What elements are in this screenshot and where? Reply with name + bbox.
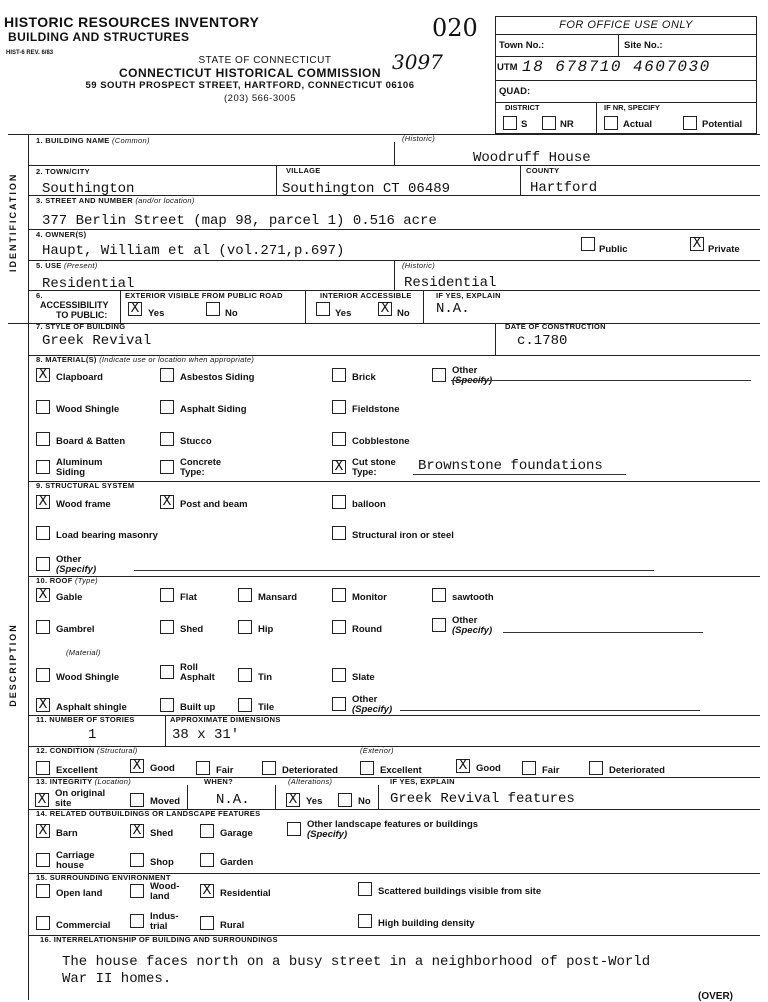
- structure-wood-frame-checkbox[interactable]: X: [36, 495, 50, 509]
- outbuilding-carriage-checkbox[interactable]: [36, 853, 50, 867]
- roof-type-gambrel-label: Gambrel: [56, 624, 95, 635]
- interior-no-label: No: [397, 308, 410, 319]
- material-concrete-label: Concrete Type:: [180, 457, 222, 478]
- private-checkbox[interactable]: X: [690, 237, 704, 251]
- utm-value: 18 678710 4607030: [522, 58, 711, 76]
- county-label: COUNTY: [526, 166, 560, 175]
- material-wood-shingle-checkbox[interactable]: [36, 400, 50, 414]
- use-historic-label: (Historic): [402, 261, 435, 270]
- roof-type-hip-checkbox[interactable]: [238, 620, 252, 634]
- form-title: HISTORIC RESOURCES INVENTORY: [4, 14, 260, 30]
- structural-label: 9. STRUCTURAL SYSTEM: [36, 481, 135, 490]
- roof-type-round-checkbox[interactable]: [332, 620, 346, 634]
- form-number: HIST-6 REV. 6/83: [6, 50, 54, 56]
- roof-material-asphalt-shingle-label: Asphalt shingle: [56, 702, 127, 713]
- environment-rural-checkbox[interactable]: [200, 916, 214, 930]
- street-label: 3. STREET AND NUMBER (and/or location): [36, 196, 195, 205]
- material-aluminum-label: Aluminum Siding: [56, 457, 103, 478]
- public-label: Public: [599, 244, 628, 255]
- over-label: (OVER): [698, 991, 733, 1002]
- roof-type-sawtooth-checkbox[interactable]: [432, 588, 446, 602]
- roof-type-gable-label: Gable: [56, 592, 83, 603]
- roof-material-asphalt-shingle-checkbox[interactable]: X: [36, 698, 50, 712]
- roof-type-monitor-label: Monitor: [352, 592, 387, 603]
- environment-indus-checkbox[interactable]: [130, 914, 144, 928]
- environment-high-building-density-checkbox[interactable]: [358, 914, 372, 928]
- structure-wood-frame-label: Wood frame: [56, 499, 111, 510]
- environment-commercial-checkbox[interactable]: [36, 916, 50, 930]
- outbuilding-barn-checkbox[interactable]: X: [36, 824, 50, 838]
- roof-material-tin-label: Tin: [258, 672, 273, 683]
- district-nr-label: NR: [560, 119, 574, 130]
- handwritten-id: 3097: [392, 50, 443, 74]
- description-side-label: DESCRIPTION: [8, 623, 18, 707]
- use-label: 5. USE (Present): [36, 261, 98, 270]
- commission-name: CONNECTICUT HISTORICAL COMMISSION: [118, 66, 382, 80]
- handwritten-number: 020: [432, 14, 478, 42]
- owner-label: 4. OWNER(S): [36, 230, 87, 239]
- roof-type-shed-checkbox[interactable]: [160, 620, 174, 634]
- building-name-historic-label: (Historic): [402, 134, 435, 143]
- site-label: site: [55, 798, 72, 809]
- village-label: VILLAGE: [286, 166, 321, 175]
- environment-scattered-buildings-visible-from-site-checkbox[interactable]: [358, 882, 372, 896]
- town-value[interactable]: Southington: [42, 181, 135, 197]
- environment-wood-checkbox[interactable]: [130, 884, 144, 898]
- environment-open-land-checkbox[interactable]: [36, 884, 50, 898]
- interrelationship-label: 16. INTERRELATIONSHIP OF BUILDING AND SURROUNDINGS: [40, 935, 278, 944]
- outbuilding-shed-label: Shed: [150, 828, 174, 839]
- condition-good-1-label: Good: [150, 763, 175, 774]
- material-other-checkbox[interactable]: [432, 368, 446, 382]
- condition-fair-2-checkbox[interactable]: [196, 761, 210, 775]
- district-label: DISTRICT: [505, 103, 540, 112]
- identification-side-label: IDENTIFICATION: [8, 172, 18, 272]
- material-stucco-checkbox[interactable]: [160, 432, 174, 446]
- condition-good-1-checkbox[interactable]: X: [130, 759, 144, 773]
- integrity-explain-label: IF YES, EXPLAIN: [390, 777, 455, 786]
- owner-value[interactable]: Haupt, William et al (vol.271,p.697): [42, 243, 345, 259]
- nr-potential-checkbox[interactable]: [683, 116, 697, 130]
- outbuilding-other-landscape-features-or-buildings-checkbox[interactable]: [287, 822, 301, 836]
- alterations-yes-checkbox[interactable]: X: [286, 793, 300, 807]
- material-asbestos-siding-checkbox[interactable]: [160, 368, 174, 382]
- nr-actual-checkbox[interactable]: [604, 116, 618, 130]
- material-fieldstone-label: Fieldstone: [352, 404, 400, 415]
- commission-address: 59 SOUTH PROSPECT STREET, HARTFORD, CONNECTICUT 06106: [85, 80, 415, 91]
- condition-fair-6-checkbox[interactable]: [522, 761, 536, 775]
- condition-excellent-0-checkbox[interactable]: [36, 761, 50, 775]
- material-other-label: Other (Specify): [452, 365, 493, 386]
- interrelationship-line-1[interactable]: The house faces north on a busy street in a neighborhood of post-World: [62, 954, 651, 970]
- environment-scattered-buildings-visible-from-site-label: Scattered buildings visible from site: [378, 886, 542, 897]
- outbuilding-shed-checkbox[interactable]: X: [130, 824, 144, 838]
- town-no-label: Town No.:: [499, 40, 545, 51]
- structure-balloon-checkbox[interactable]: [332, 495, 346, 509]
- integrity-label: 13. INTEGRITY (Location): [36, 777, 132, 786]
- roof-material-built-up-checkbox[interactable]: [160, 698, 174, 712]
- roof-material-tile-checkbox[interactable]: [238, 698, 252, 712]
- if-yes-explain-label: IF YES, EXPLAIN: [436, 291, 501, 300]
- material-asphalt-siding-label: Asphalt Siding: [180, 404, 247, 415]
- date-label: DATE OF CONSTRUCTION: [505, 322, 606, 331]
- condition-deteriorated-7-label: Deteriorated: [609, 765, 665, 776]
- on-original-site-checkbox[interactable]: X: [35, 793, 49, 807]
- nr-potential-label: Potential: [702, 119, 743, 130]
- condition-excellent-4-label: Excellent: [380, 765, 422, 776]
- roof-material-wood-shingle-label: Wood Shingle: [56, 672, 120, 683]
- roof-material-label: (Material): [66, 648, 101, 657]
- town-label: 2. TOWN/CITY: [36, 167, 90, 176]
- material-brick-label: Brick: [352, 372, 376, 383]
- interior-yes-checkbox[interactable]: [316, 302, 330, 316]
- condition-deteriorated-3-checkbox[interactable]: [262, 761, 276, 775]
- roof-material-wood-shingle-checkbox[interactable]: [36, 668, 50, 682]
- roof-type-hip-label: Hip: [258, 624, 274, 635]
- interior-no-checkbox[interactable]: X: [378, 302, 392, 316]
- integrity-explain-value[interactable]: Greek Revival features: [390, 791, 575, 807]
- outbuilding-garden-label: Garden: [220, 857, 254, 868]
- stories-value[interactable]: 1: [88, 727, 97, 743]
- structure-structural-iron-or-steel-label: Structural iron or steel: [352, 530, 454, 541]
- use-present-value[interactable]: Residential: [42, 276, 135, 292]
- outbuilding-shop-label: Shop: [150, 857, 174, 868]
- roof-material-built-up-label: Built up: [180, 702, 216, 713]
- accessibility-label: ACCESSIBILITY: [40, 300, 109, 310]
- interrelationship-line-2[interactable]: War II homes.: [62, 971, 172, 987]
- structure-other-label: Other (Specify): [56, 554, 97, 575]
- district-s-label: S: [521, 119, 528, 130]
- alterations-yes-label: Yes: [306, 796, 323, 807]
- material-clapboard-label: Clapboard: [56, 372, 103, 383]
- structure-other-checkbox[interactable]: [36, 557, 50, 571]
- roof-material-roll-label: Roll Asphalt: [180, 662, 215, 683]
- material-board-batten-label: Board & Batten: [56, 436, 126, 447]
- material-cut-stone-checkbox[interactable]: X: [332, 460, 346, 474]
- environment-label: 15. SURROUNDING ENVIRONMENT: [36, 873, 171, 882]
- environment-residential-label: Residential: [220, 888, 271, 899]
- roof-type-gable-checkbox[interactable]: X: [36, 588, 50, 602]
- material-wood-shingle-label: Wood Shingle: [56, 404, 120, 415]
- roof-material-tin-checkbox[interactable]: [238, 668, 252, 682]
- roof-material-other-label: Other (Specify): [352, 694, 393, 715]
- environment-indus-label: Indus- trial: [150, 911, 179, 932]
- condition-label: 12. CONDITION (Structural): [36, 746, 138, 755]
- material-stucco-label: Stucco: [180, 436, 212, 447]
- roof-type-flat-checkbox[interactable]: [160, 588, 174, 602]
- environment-high-building-density-label: High building density: [378, 918, 475, 929]
- material-board-batten-checkbox[interactable]: [36, 432, 50, 446]
- materials-label: 8. MATERIAL(S) (Indicate use or location when appropriate): [36, 355, 255, 364]
- outbuilding-garage-label: Garage: [220, 828, 253, 839]
- street-value[interactable]: 377 Berlin Street (map 98, parcel 1) 0.516 acre: [42, 213, 437, 229]
- structure-load-bearing-masonry-checkbox[interactable]: [36, 526, 50, 540]
- accessibility-number: 6.: [36, 291, 43, 300]
- roof-type-other-label: Other (Specify): [452, 615, 493, 636]
- structure-structural-iron-or-steel-checkbox[interactable]: [332, 526, 346, 540]
- material-fieldstone-checkbox[interactable]: [332, 400, 346, 414]
- material-clapboard-checkbox[interactable]: X: [36, 368, 50, 382]
- quad-label: QUAD:: [499, 86, 531, 97]
- environment-residential-checkbox[interactable]: X: [200, 884, 214, 898]
- structure-balloon-label: balloon: [352, 499, 386, 510]
- commission-phone: (203) 566-3005: [224, 93, 296, 104]
- exterior-visible-label: EXTERIOR VISIBLE FROM PUBLIC ROAD: [125, 291, 283, 300]
- nr-actual-label: Actual: [623, 119, 653, 130]
- roof-type-mansard-checkbox[interactable]: [238, 588, 252, 602]
- roof-material-slate-checkbox[interactable]: [332, 668, 346, 682]
- exterior-no-label: No: [225, 308, 238, 319]
- nr-specify-label: IF NR, SPECIFY: [604, 103, 660, 112]
- outbuildings-label: 14. RELATED OUTBUILDINGS OR LANDSCAPE FEATURES: [36, 809, 261, 818]
- roof-type-monitor-checkbox[interactable]: [332, 588, 346, 602]
- condition-fair-6-label: Fair: [542, 765, 560, 776]
- alterations-no-label: No: [358, 796, 371, 807]
- accessibility-explain-value[interactable]: N.A.: [436, 301, 470, 317]
- roof-material-roll-checkbox[interactable]: [160, 665, 174, 679]
- utm-label: UTM: [497, 62, 518, 73]
- when-label: WHEN?: [204, 777, 233, 786]
- outbuilding-other-landscape-features-or-buildings-label: Other landscape features or buildings (Specify): [307, 819, 479, 840]
- condition-fair-2-label: Fair: [216, 765, 234, 776]
- material-concrete-checkbox[interactable]: [160, 460, 174, 474]
- dimensions-label: APPROXIMATE DIMENSIONS: [170, 715, 281, 724]
- structure-post-and-beam-label: Post and beam: [180, 499, 248, 510]
- environment-open-land-label: Open land: [56, 888, 103, 899]
- environment-commercial-label: Commercial: [56, 920, 111, 931]
- cut-stone-value[interactable]: Brownstone foundations: [418, 458, 603, 474]
- condition-exterior-label: (Exterior): [360, 746, 394, 755]
- village-value[interactable]: Southington CT 06489: [282, 181, 451, 197]
- style-value[interactable]: Greek Revival: [42, 333, 152, 349]
- material-brick-checkbox[interactable]: [332, 368, 346, 382]
- outbuilding-garden-checkbox[interactable]: [200, 853, 214, 867]
- condition-excellent-4-checkbox[interactable]: [360, 761, 374, 775]
- material-aluminum-checkbox[interactable]: [36, 460, 50, 474]
- roof-material-slate-label: Slate: [352, 672, 375, 683]
- exterior-yes-label: Yes: [148, 308, 165, 319]
- material-cobblestone-checkbox[interactable]: [332, 432, 346, 446]
- roof-material-other-checkbox[interactable]: [332, 697, 346, 711]
- interior-accessible-label: INTERIOR ACCESSIBLE: [320, 291, 412, 300]
- condition-excellent-0-label: Excellent: [56, 765, 98, 776]
- condition-good-5-label: Good: [476, 763, 501, 774]
- moved-checkbox[interactable]: [130, 793, 144, 807]
- environment-rural-label: Rural: [220, 920, 245, 931]
- material-cut-stone-label: Cut stone Type:: [352, 457, 396, 478]
- roof-type-other-checkbox[interactable]: [432, 618, 446, 632]
- stories-label: 11. NUMBER OF STORIES: [36, 715, 135, 724]
- public-checkbox[interactable]: [581, 237, 595, 251]
- to-public-label: TO PUBLIC:: [56, 310, 108, 320]
- dimensions-value[interactable]: 38 x 31': [172, 727, 240, 743]
- style-label: 7. STYLE OF BUILDING: [36, 322, 126, 331]
- material-asphalt-siding-checkbox[interactable]: [160, 400, 174, 414]
- date-value[interactable]: c.1780: [517, 333, 568, 349]
- structure-load-bearing-masonry-label: Load bearing masonry: [56, 530, 158, 541]
- roof-material-tile-label: Tile: [258, 702, 275, 713]
- moved-label: Moved: [150, 796, 181, 807]
- interior-yes-label: Yes: [335, 308, 352, 319]
- roof-label: 10. ROOF (Type): [36, 576, 98, 585]
- district-nr-checkbox[interactable]: [542, 116, 556, 130]
- county-value[interactable]: Hartford: [530, 180, 598, 196]
- roof-type-flat-label: Flat: [180, 592, 197, 603]
- exterior-no-checkbox[interactable]: [206, 302, 220, 316]
- alterations-no-checkbox[interactable]: [338, 793, 352, 807]
- condition-deteriorated-7-checkbox[interactable]: [589, 761, 603, 775]
- alterations-label: (Alterations): [288, 777, 333, 786]
- outbuilding-carriage-label: Carriage house: [56, 850, 95, 871]
- outbuilding-barn-label: Barn: [56, 828, 78, 839]
- office-use-title: FOR OFFICE USE ONLY: [559, 19, 693, 31]
- use-historic-value[interactable]: Residential: [404, 275, 497, 291]
- structure-post-and-beam-checkbox[interactable]: X: [160, 495, 174, 509]
- building-name-label: 1. BUILDING NAME (Common): [36, 136, 150, 145]
- material-cobblestone-label: Cobblestone: [352, 436, 410, 447]
- outbuilding-garage-checkbox[interactable]: [200, 824, 214, 838]
- building-name-value[interactable]: Woodruff House: [473, 150, 591, 166]
- private-label: Private: [708, 244, 740, 255]
- form-subtitle: BUILDING AND STRUCTURES: [8, 30, 190, 44]
- district-s-checkbox[interactable]: [503, 116, 517, 130]
- on-original-label: On original: [55, 788, 106, 799]
- site-no-label: Site No.:: [624, 40, 663, 51]
- exterior-yes-checkbox[interactable]: X: [128, 302, 142, 316]
- state-name: STATE OF CONNECTICUT: [198, 55, 332, 66]
- roof-type-round-label: Round: [352, 624, 383, 635]
- material-asbestos-siding-label: Asbestos Siding: [180, 372, 255, 383]
- roof-type-sawtooth-label: sawtooth: [452, 592, 494, 603]
- condition-deteriorated-3-label: Deteriorated: [282, 765, 338, 776]
- outbuilding-shop-checkbox[interactable]: [130, 853, 144, 867]
- roof-type-shed-label: Shed: [180, 624, 204, 635]
- roof-type-mansard-label: Mansard: [258, 592, 298, 603]
- roof-type-gambrel-checkbox[interactable]: [36, 620, 50, 634]
- condition-good-5-checkbox[interactable]: X: [456, 759, 470, 773]
- when-value[interactable]: N.A.: [216, 792, 250, 808]
- environment-wood-label: Wood- land: [150, 881, 180, 902]
